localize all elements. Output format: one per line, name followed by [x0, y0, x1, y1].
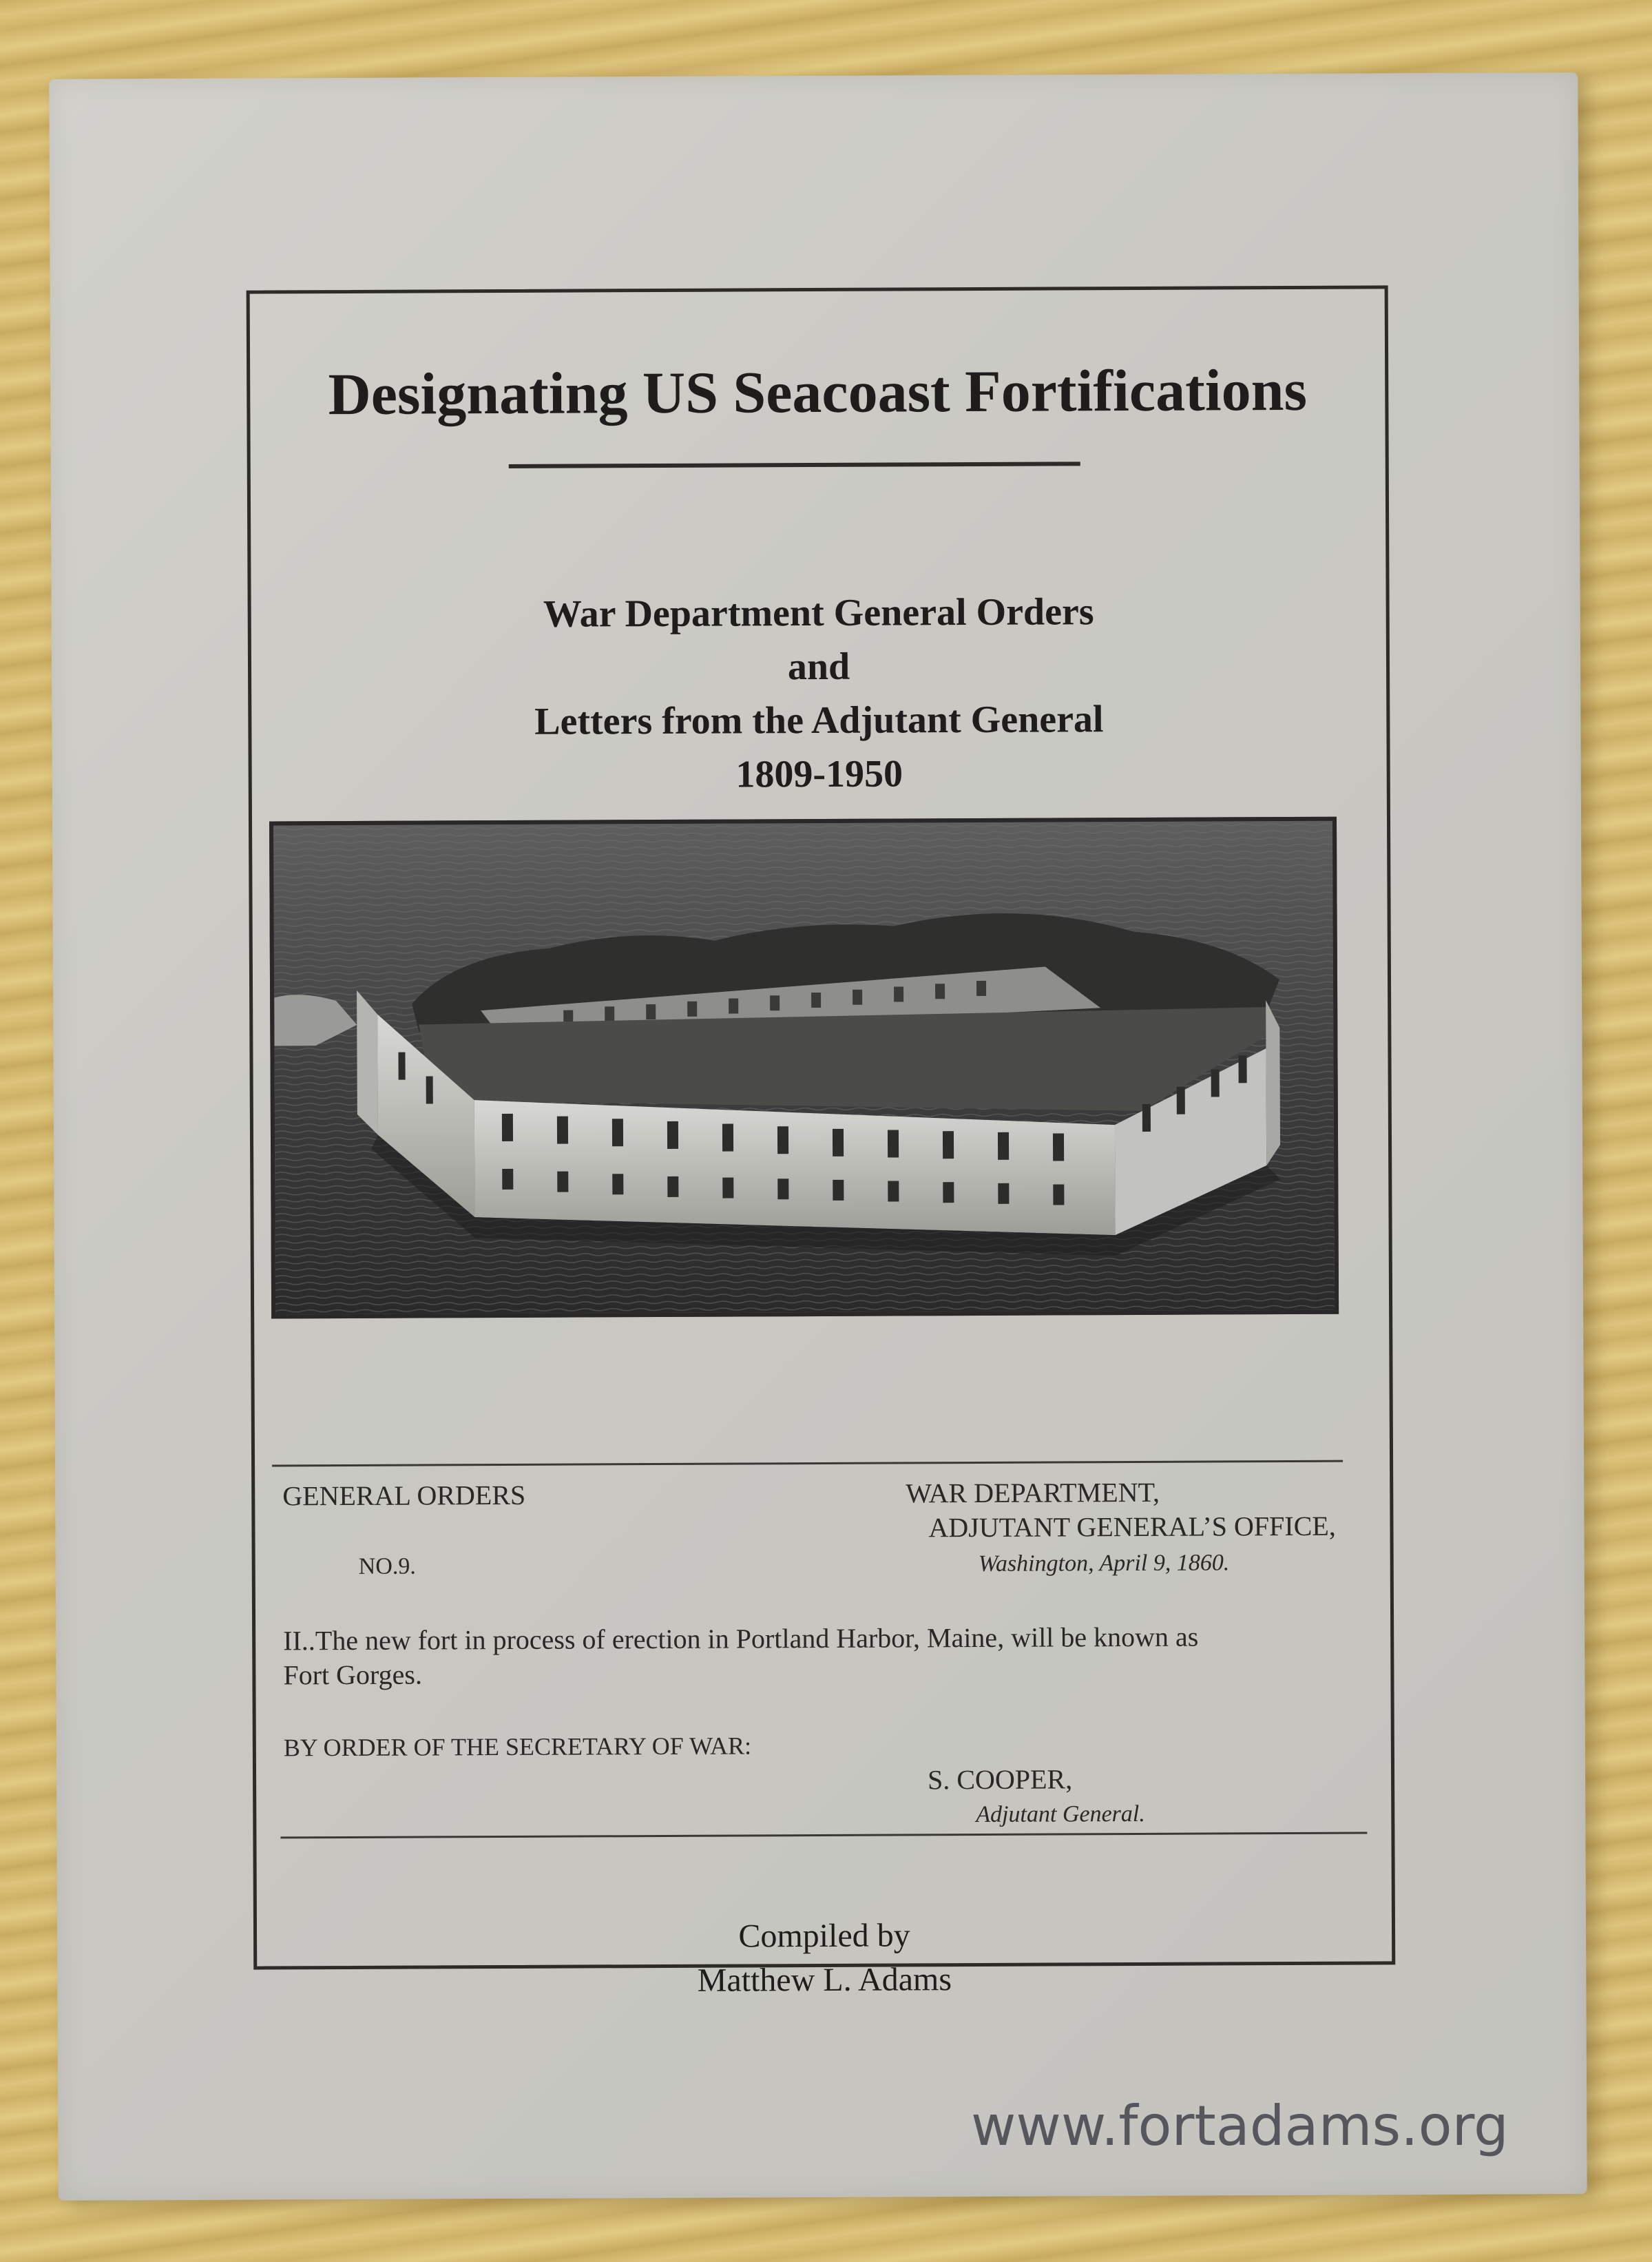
subtitle-line-3: Letters from the Adjutant General — [534, 698, 1104, 743]
compiled-by-label: Compiled by — [738, 1917, 910, 1955]
order-heading-right-1: WAR DEPARTMENT, — [906, 1476, 1160, 1509]
watermark-url: www.fortadams.org — [971, 2094, 1509, 2158]
cover-frame — [247, 285, 1396, 1999]
order-number: NO.9. — [358, 1553, 416, 1579]
order-heading-left: GENERAL ORDERS — [282, 1479, 526, 1512]
order-heading-right-2: ADJUTANT GENERAL’S OFFICE, — [928, 1510, 1336, 1544]
subtitle-line-1: War Department General Orders — [543, 590, 1094, 636]
book-title: Designating US Seacoast Fortifications — [328, 356, 1308, 428]
subtitle-line-2: and — [787, 645, 850, 689]
subtitle-years: 1809-1950 — [735, 752, 903, 796]
order-bottom-rule — [280, 1832, 1367, 1839]
order-signer-title: Adjutant General. — [976, 1801, 1145, 1828]
order-place-date: Washington, April 9, 1860. — [978, 1550, 1230, 1577]
order-body-line-1: II..The new fort in process of erection in Portland Harbor, Maine, will be known as — [283, 1621, 1199, 1657]
title-rule — [509, 461, 1080, 468]
aerial-fort-photo — [269, 817, 1339, 1319]
compiler-name: Matthew L. Adams — [697, 1961, 952, 1999]
order-body-line-2: Fort Gorges. — [283, 1659, 422, 1691]
order-top-rule — [272, 1460, 1343, 1467]
order-signer: S. COOPER, — [927, 1763, 1073, 1796]
order-by-order: BY ORDER OF THE SECRETARY OF WAR: — [283, 1732, 752, 1762]
book-cover — [49, 72, 1587, 2201]
